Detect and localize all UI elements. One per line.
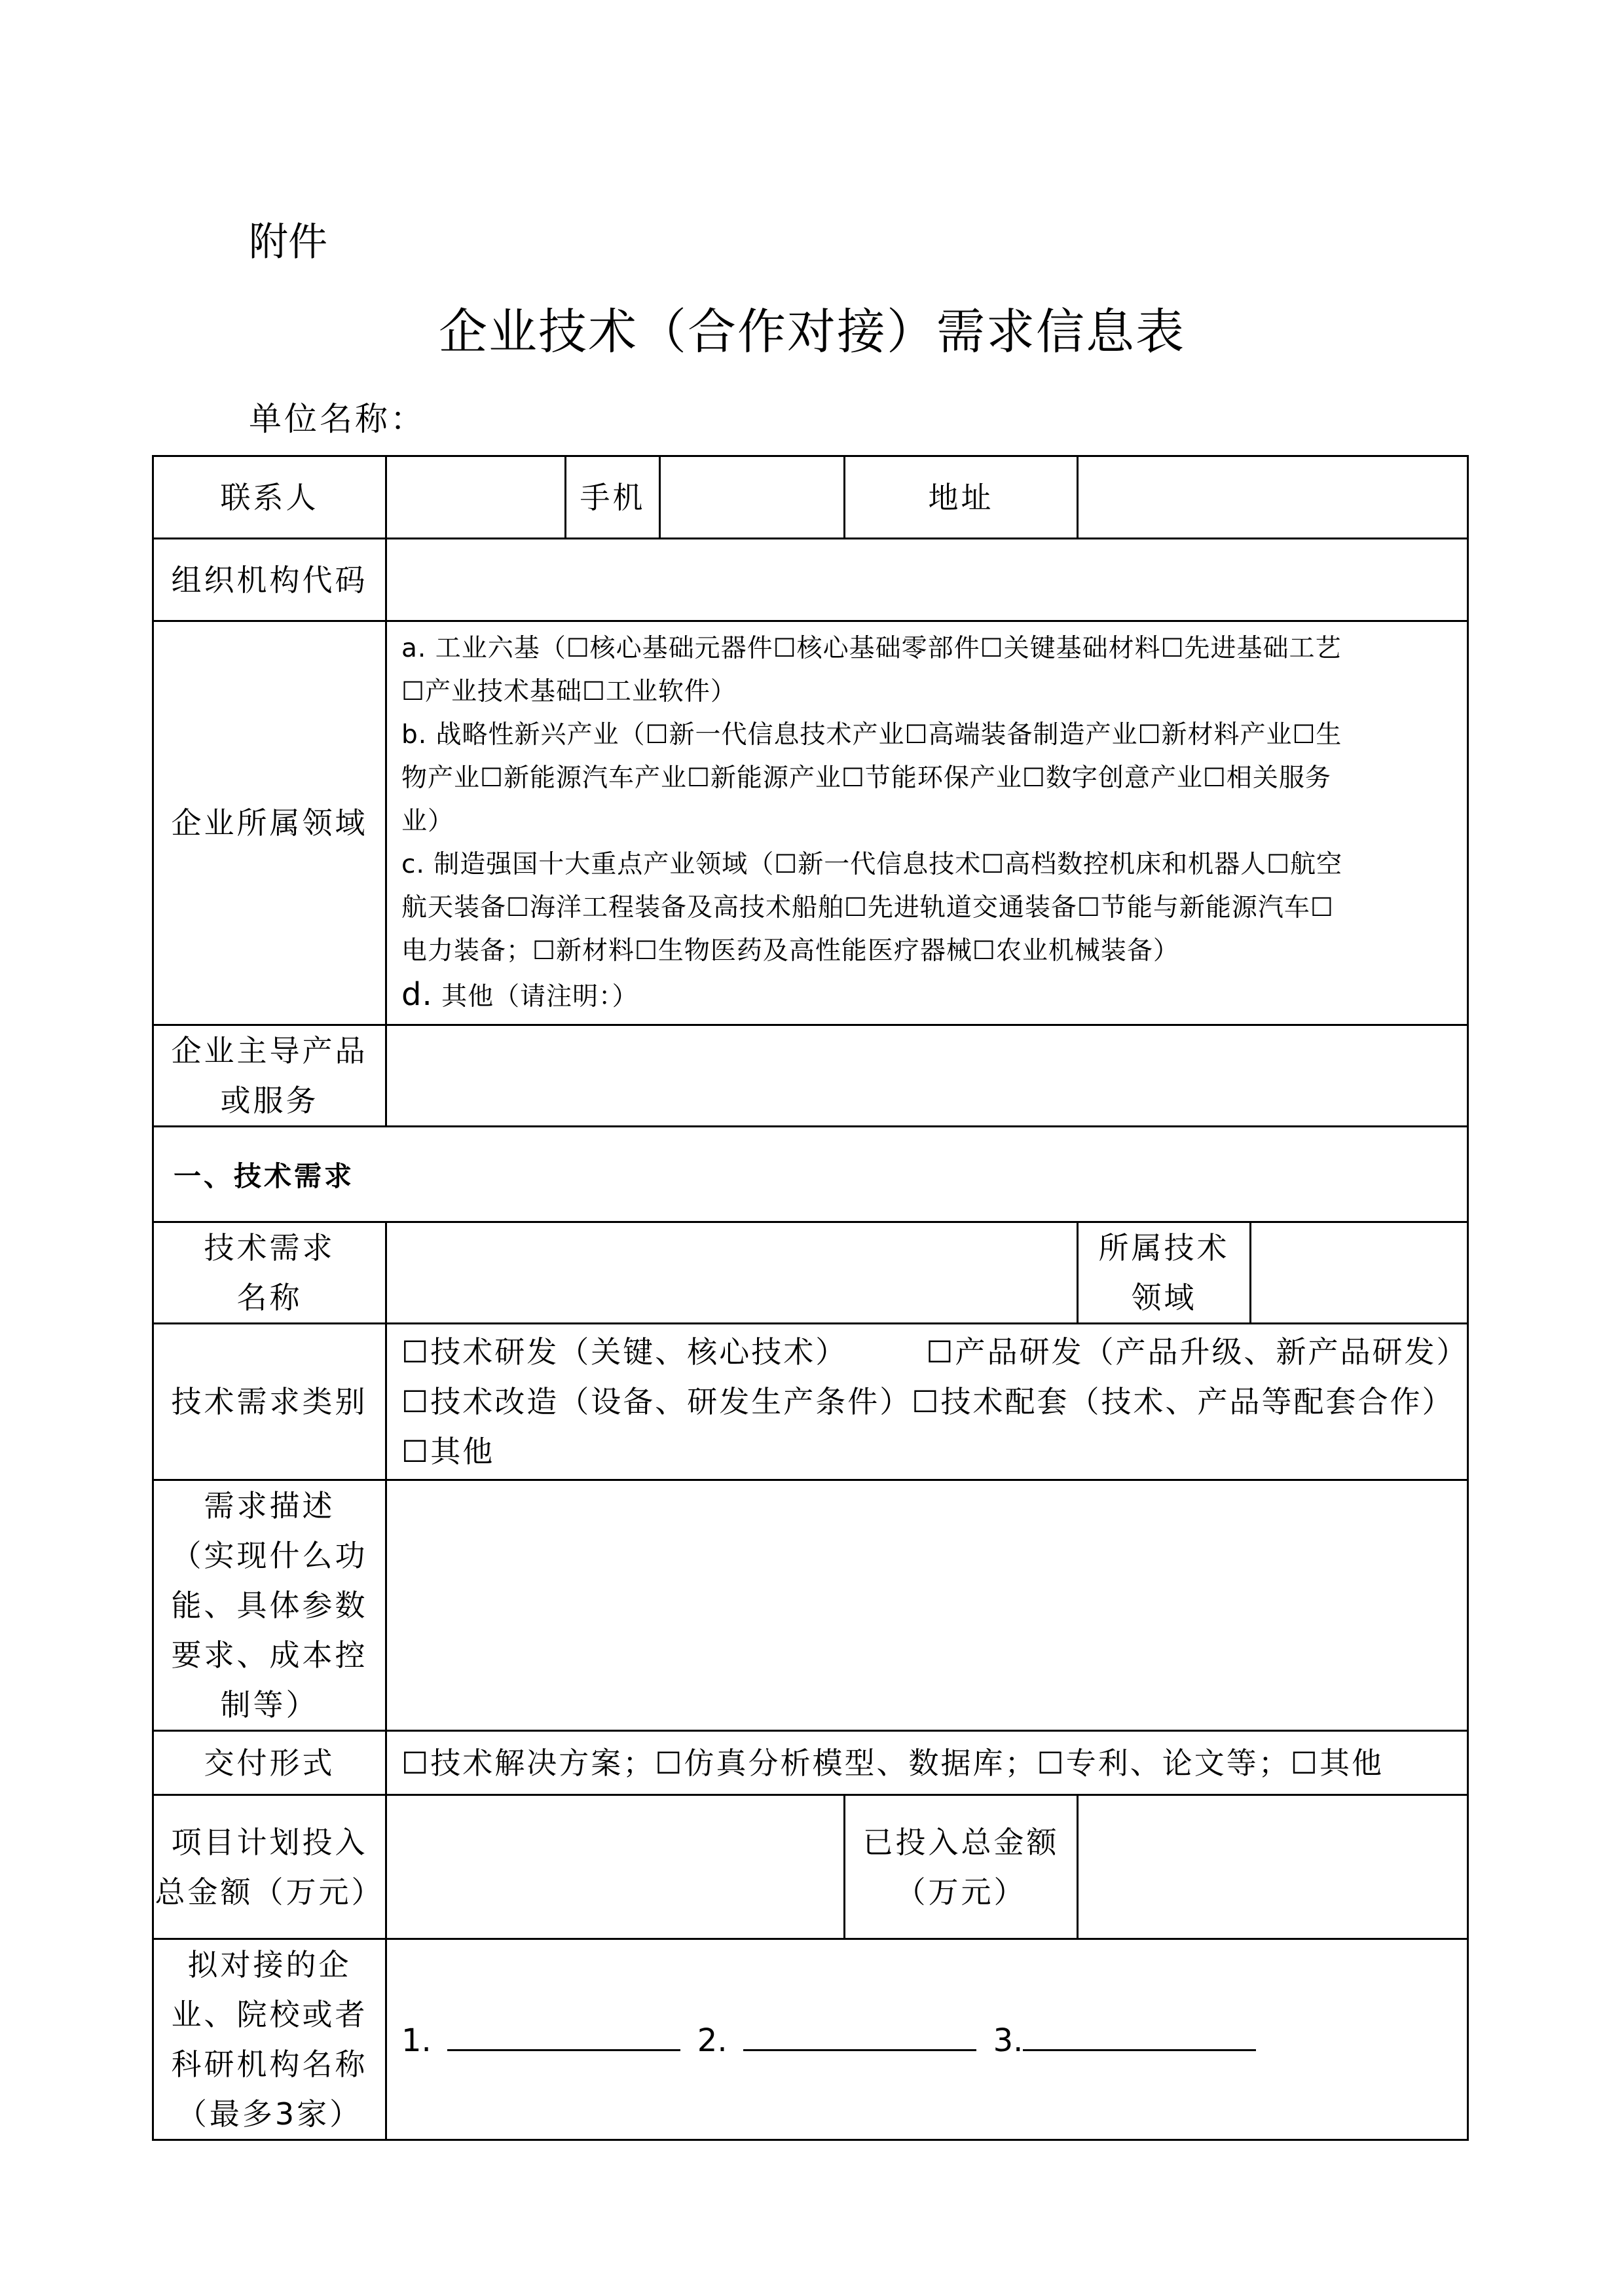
description-label <box>153 1480 386 1731</box>
description-label-line5: 制等） <box>220 1687 319 1722</box>
partners-row <box>153 1939 1468 2140</box>
main-product-label <box>153 1025 386 1127</box>
field-line-5[interactable]: 业） <box>401 807 454 836</box>
requirement-form-table <box>152 455 1469 2141</box>
partner-1-number: 1. <box>401 2022 432 2059</box>
field-line-8[interactable]: 电力装备；☐新材料☐生物医药及高性能医疗器械☐农业机械装备） <box>401 936 1179 966</box>
org-code-input[interactable] <box>386 539 1468 621</box>
form-title: 企业技术（合作对接）需求信息表 <box>439 304 1185 360</box>
planned-investment-label-line1: 项目计划投入 <box>171 1824 368 1860</box>
partners-label-line2: 业、院校或者 <box>171 1997 368 2032</box>
partners-label-line3: 科研机构名称 <box>171 2047 368 2082</box>
partner-1-blank[interactable] <box>447 2020 680 2051</box>
section-row <box>153 1127 1468 1222</box>
phone-label: 手机 <box>566 456 660 539</box>
contact-row <box>153 456 1468 539</box>
org-code-label: 组织机构代码 <box>153 539 386 621</box>
tech-domain-label-line2: 领域 <box>1131 1280 1197 1315</box>
field-line-4[interactable]: 物产业☐新能源汽车产业☐新能源产业☐节能环保产业☐数字创意产业☐相关服务 <box>401 763 1331 793</box>
tech-domain-label <box>1078 1222 1251 1324</box>
tech-need-name-label-line1: 技术需求 <box>204 1230 335 1266</box>
tech-need-name-label-line2: 名称 <box>236 1280 303 1315</box>
field-line-1[interactable]: a. 工业六基（☐核心基础元器件☐核心基础零部件☐关键基础材料☐先进基础工艺 <box>401 634 1342 663</box>
main-product-row <box>153 1025 1468 1127</box>
unit-name-label: 单位名称： <box>249 400 426 438</box>
partner-3-blank[interactable] <box>1023 2020 1256 2051</box>
field-other[interactable] <box>401 973 1460 1019</box>
planned-investment-label <box>153 1795 386 1939</box>
address-input[interactable] <box>1078 456 1468 539</box>
address-label: 地址 <box>845 456 1078 539</box>
category-label: 技术需求类别 <box>153 1324 386 1480</box>
category-option-upgrade[interactable]: ☐技术改造（设备、研发生产条件） <box>401 1384 912 1419</box>
category-line-1 <box>401 1327 1469 1377</box>
field-other-text: 其他（请注明：） <box>432 982 638 1011</box>
main-product-input[interactable] <box>386 1025 1468 1127</box>
field-line-2[interactable]: ☐产业技术基础☐工业软件） <box>401 677 737 706</box>
description-label-line2: （实现什么功 <box>171 1538 368 1573</box>
main-product-label-line1: 企业主导产品 <box>171 1033 368 1068</box>
invested-amount-input[interactable] <box>1078 1795 1468 1939</box>
planned-investment-input[interactable] <box>386 1795 845 1939</box>
category-option-rnd[interactable]: ☐技术研发（关键、核心技术） <box>401 1334 848 1370</box>
category-option-product[interactable]: ☐产品研发（产品升级、新产品研发） <box>926 1334 1469 1370</box>
tech-need-name-label <box>153 1222 386 1324</box>
field-line-3[interactable]: b. 战略性新兴产业（☐新一代信息技术产业☐高端装备制造产业☐新材料产业☐生 <box>401 720 1342 750</box>
description-row <box>153 1480 1468 1731</box>
invested-amount-label-line1: 已投入总金额 <box>862 1824 1060 1860</box>
invested-amount-label-line2: （万元） <box>895 1874 1027 1910</box>
main-product-label-line2: 或服务 <box>220 1083 319 1118</box>
partners-label-line1: 拟对接的企 <box>187 1947 352 1982</box>
description-label-line1: 需求描述 <box>204 1488 335 1523</box>
partners-label <box>153 1939 386 2140</box>
invested-amount-label <box>845 1795 1078 1939</box>
contact-label: 联系人 <box>153 456 386 539</box>
description-label-line3: 能、具体参数 <box>171 1588 368 1623</box>
category-option-support[interactable]: ☐技术配套（技术、产品等配套合作） <box>912 1384 1454 1419</box>
delivery-options[interactable]: ☐技术解决方案；☐仿真分析模型、数据库；☐专利、论文等；☐其他 <box>386 1731 1468 1795</box>
phone-input[interactable] <box>660 456 845 539</box>
tech-need-row <box>153 1222 1468 1324</box>
delivery-label: 交付形式 <box>153 1731 386 1795</box>
category-options <box>386 1324 1468 1480</box>
partner-3-number: 3. <box>993 2022 1024 2059</box>
category-row <box>153 1324 1468 1480</box>
description-label-line4: 要求、成本控 <box>171 1637 368 1673</box>
category-option-other[interactable]: ☐其他 <box>401 1434 495 1469</box>
delivery-row <box>153 1731 1468 1795</box>
org-code-row <box>153 539 1468 621</box>
attachment-label: 附件 <box>249 219 327 265</box>
field-row <box>153 621 1468 1025</box>
description-input[interactable] <box>386 1480 1468 1731</box>
contact-input[interactable] <box>386 456 566 539</box>
field-line-6[interactable]: c. 制造强国十大重点产业领域（☐新一代信息技术☐高档数控机床和机器人☐航空 <box>401 850 1343 879</box>
tech-domain-input[interactable] <box>1251 1222 1468 1324</box>
tech-domain-label-line1: 所属技术 <box>1098 1230 1230 1266</box>
field-line-7[interactable]: 航天装备☐海洋工程装备及高技术船舶☐先进轨道交通装备☐节能与新能源汽车☐ <box>401 893 1334 922</box>
partner-2-number: 2. <box>697 2022 728 2059</box>
partners-label-line4: （最多3家） <box>176 2096 363 2132</box>
planned-investment-label-line2: 总金额（万元） <box>155 1874 384 1910</box>
field-options <box>386 621 1468 1025</box>
section-title-tech-needs: 一、技术需求 <box>153 1127 1468 1222</box>
category-line-2 <box>401 1377 1460 1427</box>
partner-2-blank[interactable] <box>743 2020 976 2051</box>
field-other-prefix: d. <box>401 976 433 1013</box>
investment-row <box>153 1795 1468 1939</box>
tech-need-name-input[interactable] <box>386 1222 1078 1324</box>
field-label: 企业所属领域 <box>153 621 386 1025</box>
partners-inputs <box>386 1939 1468 2140</box>
